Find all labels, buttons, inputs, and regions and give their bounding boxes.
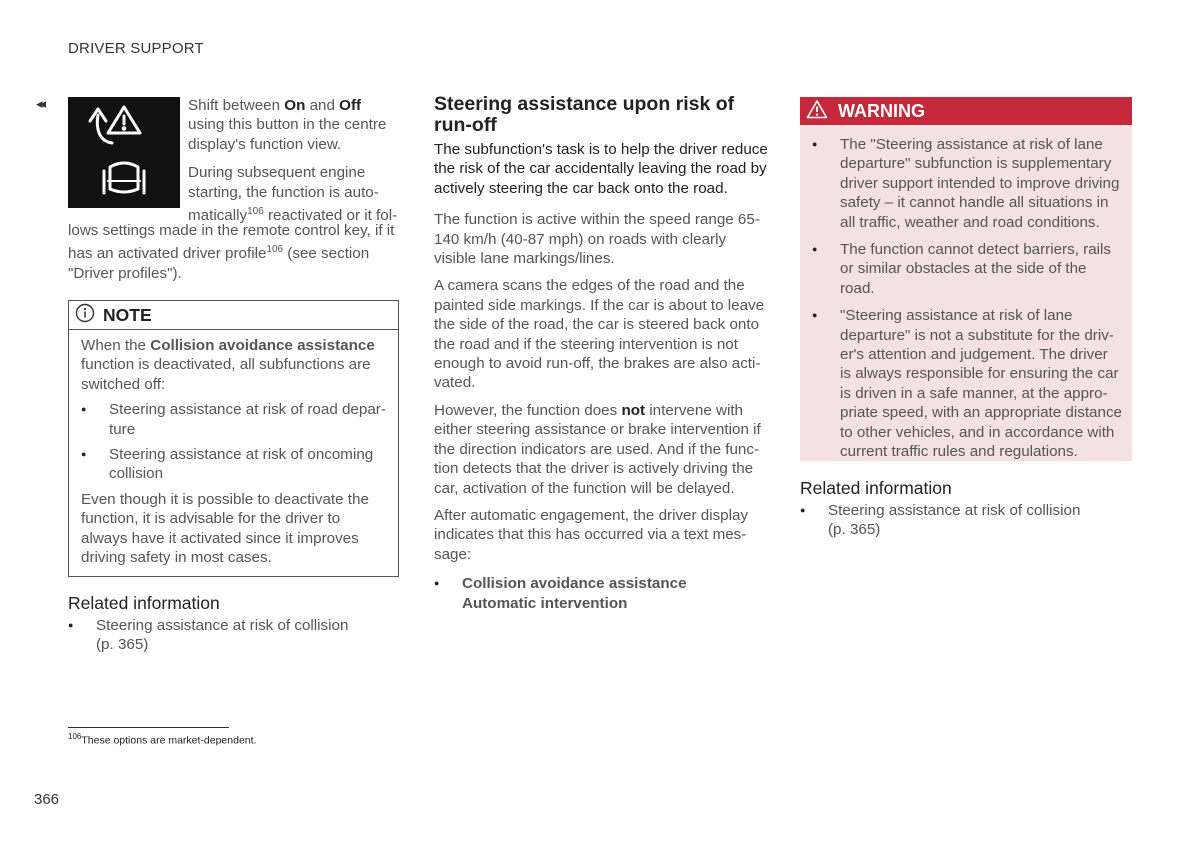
text-part: During subsequent engine starting, the function is auto-matically	[188, 164, 379, 225]
message-line: Collision avoidance assistance	[462, 575, 687, 593]
text-part: lows settings made in the remote control key, if it has an activated driver profile	[68, 222, 395, 263]
related-link[interactable]	[800, 501, 1132, 540]
list-item: ● Steering assistance at risk of oncoming collision	[81, 445, 386, 484]
section-header: DRIVER SUPPORT	[68, 40, 204, 57]
note-body	[69, 330, 398, 567]
footnote-ref: 106	[266, 244, 284, 256]
paragraph: The function is active within the speed range 65-140 km/h (40-87 mph) on roads with clearly visible lane markings/lines.	[434, 211, 760, 268]
note-title: NOTE	[103, 304, 152, 325]
message-line: Automatic intervention	[462, 594, 628, 612]
related-list	[68, 616, 400, 655]
related-link-text[interactable]: Steering assistance at risk of collision	[828, 502, 1081, 519]
warning-header	[800, 97, 1132, 125]
footnote	[68, 732, 256, 747]
text-part: and	[305, 97, 340, 114]
warning-title: WARNING	[838, 100, 925, 121]
note-outro: Even though it is possible to deactivate the function, it is advisable for the driver to always have it activated since it improves driving safety in most cases.	[81, 490, 369, 567]
text-part: using this button in the centre display's function view.	[188, 116, 387, 153]
lead-paragraph: The subfunction's task is to help the driver reduce the risk of the car accidentally leaving the road by actively steering the car back onto the road.	[434, 141, 768, 197]
page-ref[interactable]: (p. 365)	[96, 636, 149, 654]
function-name: Collision avoidance assistance	[150, 337, 375, 354]
list-item: ● "Steering assistance at risk of lane departure" is not a substitute for the driv-er's attention and judgement. The driver is always responsible for ensuring the car is driven in a safe manner, at the appro-priate speed, with an appropriate distance to other vehicles, and in accordance with current traffic rules and regulations.	[812, 306, 1122, 461]
text-part: reactivated or it fol-	[263, 207, 398, 225]
warning-box	[800, 97, 1132, 461]
related-info-title: Related information	[68, 593, 220, 613]
page-number: 366	[34, 791, 60, 808]
warning-list	[812, 135, 1122, 462]
footnote-text: These options are market-dependent.	[81, 734, 257, 747]
warning-body	[800, 125, 1132, 462]
paragraph	[434, 401, 768, 498]
emphasis: not	[621, 401, 646, 419]
text-part: Shift between	[188, 97, 285, 114]
list-item: ● Steering assistance at risk of road depar-ture	[81, 400, 386, 439]
related-info	[800, 478, 1132, 546]
text-part: intervene with either steering assistance or brake intervention if the direction indicators are used. And if the func-tion detects that the driver is actively driving the car, activation of the function will be delayed.	[434, 401, 761, 497]
off-label: Off	[339, 97, 362, 114]
run-off-section	[434, 94, 768, 621]
footnote-number: 106	[68, 732, 82, 741]
steering-assist-button-icon	[68, 97, 180, 208]
related-link-text[interactable]: Steering assistance at risk of collision	[96, 617, 349, 634]
intro-text-continued	[68, 221, 400, 283]
list-item: ● The function cannot detect barriers, rails or similar obstacles at the side of the road.	[812, 240, 1122, 298]
note-header	[69, 301, 398, 330]
paragraph: After automatic engagement, the driver display indicates that this has occurred via a text mes-sage:	[434, 506, 749, 563]
related-list	[800, 501, 1132, 540]
footnote-divider	[68, 727, 229, 728]
section-heading: Steering assistance upon risk of run-off	[434, 93, 735, 136]
page-ref[interactable]: (p. 365)	[828, 521, 881, 539]
continued-marker: ◂◂	[36, 96, 44, 111]
list-item: ● The "Steering assistance at risk of lane departure" subfunction is supplementary driver support intended to improve driving safety – it cannot handle all situations in all traffic, weather and road conditions.	[812, 135, 1122, 232]
related-info-title: Related information	[800, 478, 952, 498]
related-link[interactable]	[68, 616, 400, 655]
warning-icon	[806, 99, 828, 124]
display-message	[434, 574, 768, 613]
note-box	[68, 300, 399, 577]
related-info	[68, 593, 400, 661]
info-icon	[75, 303, 95, 328]
paragraph: A camera scans the edges of the road and the painted side markings. If the car is about to leave the side of the road, the car is steered back onto the road and if the steering intervention is not enough to avoid run-off, the brakes are also acti-vated.	[434, 277, 765, 392]
text-part: When the	[81, 337, 151, 354]
text-part: (see section "Driver profiles").	[68, 245, 370, 282]
intro-text	[188, 96, 400, 226]
on-label: On	[284, 97, 306, 114]
footnote-ref: 106	[247, 206, 264, 218]
note-list	[81, 400, 386, 484]
message-list	[434, 574, 768, 613]
text-part: However, the function does	[434, 401, 622, 419]
text-part: function is deactivated, all subfunctions are switched off:	[81, 356, 371, 393]
